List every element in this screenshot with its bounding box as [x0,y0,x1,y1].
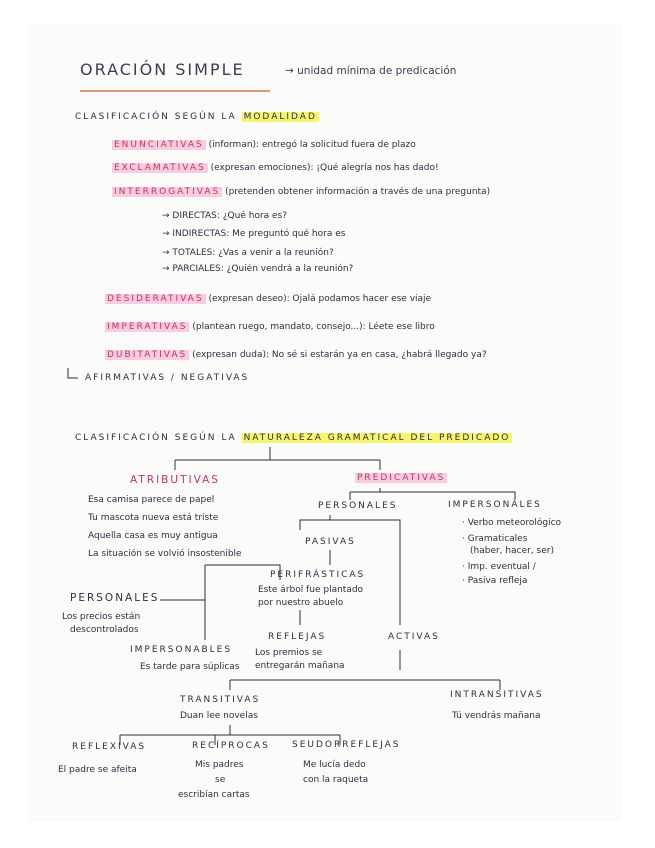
personales-left-example-2: descontrolados [70,625,139,635]
atributivas-example-1: Esa camisa parece de papel [88,495,215,505]
modalidad-item-exclamativas: EXCLAMATIVAS (expresan emociones): ¡Qué alegría nos has dado! [114,163,439,173]
reciprocas-example-2: se [215,775,226,785]
transitivas-example: Duan lee novelas [180,711,258,721]
impersonales-right-label: IMPERSONALES [448,500,542,510]
activas-label: ACTIVAS [388,632,440,642]
personales-left-label: PERSONALES [70,592,160,604]
reflejas-label: REFLEJAS [268,632,327,642]
pasivas-label: PASIVAS [305,537,356,547]
page-title: ORACIÓN SIMPLE [80,60,245,79]
impersonales-left-example: Es tarde para súplicas [140,662,240,672]
perifrasticas-label: PERIFRÁSTICAS [270,570,366,580]
atributivas-label: ATRIBUTIVAS [130,474,220,486]
transitivas-label: TRANSITIVAS [180,695,261,705]
seudorreflejas-example-2: con la raqueta [303,775,369,785]
reciprocas-example-1: Mis padres [195,760,244,770]
modalidad-item-enunciativas: ENUNCIATIVAS (informan): entregó la solicitud fuera de plazo [114,140,416,150]
impersonales-right-item-1: · Verbo meteorológico [462,518,562,528]
reflexivas-label: REFLEXIVAS [72,742,147,752]
section1-heading: CLASIFICACIÓN SEGÚN LA MODALIDAD [75,112,317,122]
impersonales-right-item-3: (haber, hacer, ser) [470,546,554,556]
impersonales-right-item-4: · Imp. eventual / [462,562,536,572]
reciprocas-example-3: escribían cartas [178,790,250,800]
reflejas-example-1: Los premios se [255,648,323,658]
impersonales-right-item-5: · Pasiva refleja [462,576,528,586]
impersonales-left-label: IMPERSONABLES [130,645,233,655]
interrogativas-sub-parciales: → PARCIALES: ¿Quién vendrá a la reunión? [162,264,354,274]
perifrasticas-example-2: por nuestro abuelo [258,598,344,608]
seudorreflejas-example-1: Me lucía dedo [303,760,366,770]
modalidad-item-dubitativas: DUBITATIVAS (expresan duda): No sé si estarán ya en casa, ¿habrá llegado ya? [107,350,487,360]
perifrasticas-example-1: Este árbol fue plantado [258,585,364,595]
intransitivas-label: INTRANSITIVAS [450,690,544,700]
predicativas-label: PREDICATIVAS [357,473,446,483]
intransitivas-example: Tú vendrás mañana [452,711,541,721]
personales-left-example-1: Los precios están [62,612,141,622]
page-subtitle: → unidad mínima de predicación [285,65,457,77]
interrogativas-sub-totales: → TOTALES: ¿Vas a venir a la reunión? [162,248,334,258]
atributivas-example-4: La situación se volvió insostenible [88,549,242,559]
reciprocas-label: RECÍPROCAS [192,741,270,751]
afirmativas-negativas: AFIRMATIVAS / NEGATIVAS [85,373,250,383]
seudorreflejas-label: SEUDORREFLEJAS [292,740,401,750]
interrogativas-sub-indirectas: → INDIRECTAS: Me preguntó qué hora es [162,229,346,239]
atributivas-example-3: Aquella casa es muy antigua [88,531,218,541]
reflexivas-example: El padre se afeita [58,765,137,775]
personales-right-label: PERSONALES [318,501,398,511]
reflejas-example-2: entregarán mañana [255,661,345,671]
impersonales-right-item-2: · Gramaticales [462,534,528,544]
modalidad-item-desiderativas: DESIDERATIVAS (expresan deseo): Ojalá podamos hacer ese viaje [107,294,432,304]
modalidad-item-imperativas: IMPERATIVAS (plantean ruego, mandato, consejo...): Léete ese libro [107,322,435,332]
section2-heading: CLASIFICACIÓN SEGÚN LA NATURALEZA GRAMATICAL DEL PREDICADO [75,433,511,443]
modalidad-item-interrogativas: INTERROGATIVAS (pretenden obtener información a través de una pregunta) [114,187,491,197]
interrogativas-sub-directas: → DIRECTAS: ¿Qué hora es? [162,211,288,221]
atributivas-example-2: Tu mascota nueva está triste [88,513,219,523]
